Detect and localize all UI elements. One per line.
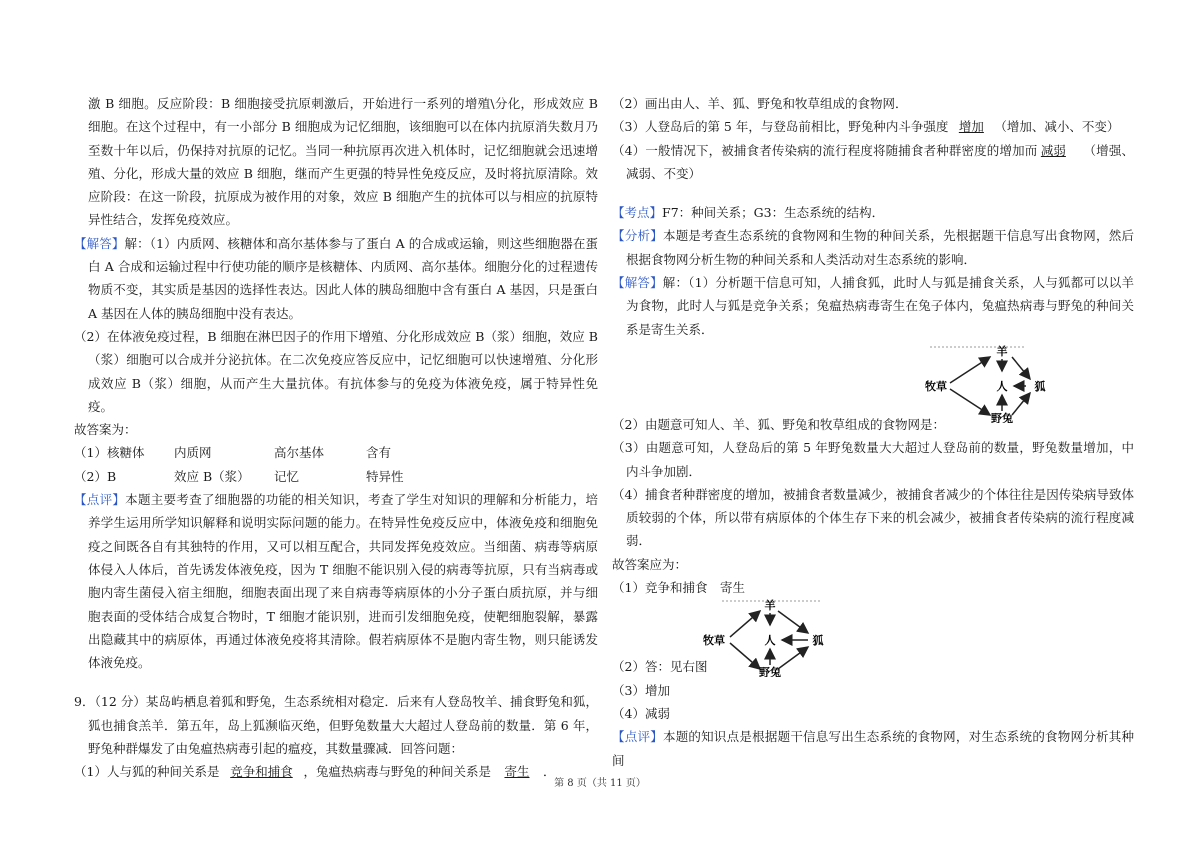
jieda-paragraph-4: （4）捕食者种群密度的增加，被捕食者数量减少，被捕食者减少的个体往往是因传染病导致体质较弱的个体，所以带有病原体的个体生存下来的机会减少，被捕食者传染病的流行程度减弱． [612, 486, 1134, 549]
q9-3-blank: 增加 [958, 119, 984, 135]
node-human: 人 [996, 379, 1008, 393]
q9-1-blank-1: 竞争和捕食 [230, 764, 293, 780]
fenxi-paragraph [612, 224, 1134, 271]
node-sheep: 羊 [764, 599, 776, 613]
q9-3-text-b: （增加、减小、不变） [994, 119, 1120, 135]
comment-paragraph [74, 488, 598, 674]
fenxi-text: 本题是考查生态系统的食物网和生物的种间关系，先根据题干信息写出食物网，然后根据食物网分析生物的种间关系和人类活动对生态系统的影响． [626, 228, 1134, 267]
question-9: 9．（12 分）某岛屿栖息着狐和野兔，生态系统相对稳定．后来有人登岛牧羊、捕食野兔和狐，狐也捕食羔羊．第五年，岛上狐濒临灭绝，但野兔数量大大超过人登岛前的数量．第 6 年，野兔种群爆发了由兔瘟热病毒引起的瘟疫，其数量骤减．回答问题： [74, 694, 598, 757]
answer-row-1-cell: （1）核糖体 [74, 445, 145, 461]
q9-4-text-b: （增强、减弱、不变） [626, 142, 1134, 181]
kaodian-text: F7：种间关系；G3：生态系统的结构． [662, 205, 885, 221]
answer-row-2-cell: 效应 B（浆） [174, 468, 250, 484]
answer-row-2-cell: 记忆 [274, 468, 300, 484]
answer-row-1-cell: 内质网 [174, 445, 212, 461]
answer-row-1-cell: 高尔基体 [274, 445, 325, 461]
node-grass: 牧草 [925, 379, 947, 393]
answer-4: （4）减弱 [612, 705, 670, 721]
page-footer: 第 8 页（共 11 页） [554, 778, 646, 789]
comment-tag: 【点评】 [74, 492, 126, 508]
q9-1-blank-2: 寄生 [504, 764, 530, 780]
answer-2: （2）答：见右图 [612, 659, 708, 675]
dianping-paragraph [612, 725, 1134, 772]
question-9-part-2: （2）画出由人、羊、狐、野兔和牧草组成的食物网． [612, 96, 908, 111]
answer-text-1: 解：（1）内质网、核糖体和高尔基体参与了蛋白 A 的合成或运输，则这些细胞器在蛋白 A 合成和运输过程中行使功能的顺序是核糖体、内质网、高尔基体。细胞分化的过程遗传物质不变，其实质是基因的选择性表达。因此人体的胰岛细胞中含有蛋白 A 基因，只是蛋白 A 基因在人体的胰岛细胞中没有表达。 [88, 235, 598, 321]
dianping-text: 本题的知识点是根据题干信息写出生态系统的食物网，对生态系统的食物网分析其种间 [612, 729, 1134, 768]
answer-row-2-cell: （2）B [74, 468, 117, 484]
intro-paragraph: 激 B 细胞。反应阶段：B 细胞接受抗原刺激后，开始进行一系列的增殖\分化，形成效应 B 细胞。在这个过程中，有一小部分 B 细胞成为记忆细胞，该细胞可以在体内抗原消失数月乃至数十年以后，仍保持对抗原的记忆。当同一种抗原再次进入机体时，记忆细胞就会迅速增殖、分化，形成大量的效应 B 细胞，继而产生更强的特异性免疫反应，及时将抗原清除。效应阶段：在这一阶段，抗原成为被作用的对象，效应 B 细胞产生的抗体可以与相应的抗原特异性结合，发挥免疫效应。 [88, 96, 598, 228]
jieda-paragraph-1 [612, 271, 1134, 341]
answer-row-1-cell: 含有 [366, 445, 392, 461]
jieda-text-1: 解：（1）分析题干信息可知，人捕食狐，此时人与狐是捕食关系，人与狐都可以以羊为食物，此时人与狐是竞争关系；兔瘟热病毒寄生在兔子体内，兔瘟热病毒与野兔的种间关系是寄生关系． [626, 275, 1134, 337]
node-grass: 牧草 [703, 634, 725, 648]
question-9-part-3 [612, 115, 1134, 138]
question-9-part-4 [612, 139, 1134, 186]
answer-row-2-cell: 特异性 [366, 468, 404, 484]
answer-row-1 [74, 441, 598, 464]
comment-text: 本题主要考查了细胞器的功能的相关知识，考查了学生对知识的理解和分析能力，培养学生运用所学知识解释和说明实际问题的能力。在特异性免疫反应中，体液免疫和细胞免疫之间既各自有其独特的作用，又可以相互配合，共同发挥免疫效应。当细菌、病毒等病原体侵入人体后，首先诱发体液免疫，因为 T 细胞不能识别入侵的病毒等抗原，只有当病毒或胞内寄生菌侵入宿主细胞，细胞表面出现了来自病毒等病原体的小分子蛋白质抗原，并与细胞表面的受体结合成复合物时，T 细胞才能识别，进而引发细胞免疫，使靶细胞裂解，暴露出隐藏其中的病原体，再通过体液免疫将其清除。假若病原体不是胞内寄生物，则只能诱发体液免疫。 [88, 492, 598, 671]
answer-tag: 【解答】 [74, 235, 125, 251]
node-sheep: 羊 [996, 344, 1008, 358]
q9-3-text-a: （3）人登岛后的第 5 年，与登岛前相比，野兔种内斗争强度 [612, 119, 949, 135]
right-column [612, 92, 1134, 772]
node-rabbit: 野兔 [759, 666, 781, 678]
so-answer-label-right: 故答案应为： [612, 556, 688, 572]
node-fox: 狐 [812, 634, 824, 648]
jieda-tag: 【解答】 [612, 275, 663, 291]
node-fox: 狐 [1034, 379, 1046, 393]
q9-1-text-c: ． [542, 764, 556, 780]
answer-row-2 [74, 465, 598, 488]
jieda-paragraph-3: （3）由题意可知，人登岛后的第 5 年野兔数量大大超过人登岛前的数量，野兔数量增加，中内斗争加剧． [612, 440, 1134, 479]
node-rabbit: 野兔 [991, 411, 1013, 423]
q9-4-blank: 减弱 [1040, 142, 1066, 158]
kaodian-paragraph [612, 201, 1134, 224]
food-web-diagram-1 [612, 345, 1134, 423]
answer-1: （1）竞争和捕食 寄生 [612, 580, 745, 596]
q9-1-text-b: ，兔瘟热病毒与野兔的种间关系是 [303, 764, 491, 780]
q9-4-text-a: （4）一般情况下，被捕食者传染病的流行程度将随捕食者种群密度的增加而 [612, 142, 1038, 158]
dianping-tag: 【点评】 [612, 729, 663, 745]
node-human: 人 [764, 634, 776, 648]
q9-1-text-a: （1）人与狐的种间关系是 [74, 764, 220, 780]
answer-3: （3）增加 [612, 682, 670, 698]
answer-paragraph-1 [74, 232, 598, 325]
jieda-paragraph-2: （2）由题意可知人、羊、狐、野兔和牧草组成的食物网是： [612, 416, 945, 432]
fenxi-tag: 【分析】 [612, 228, 663, 244]
answer-paragraph-2: （2）在体液免疫过程，B 细胞在淋巴因子的作用下增殖、分化形成效应 B（浆）细胞，效应 B（浆）细胞可以合成并分泌抗体。在二次免疫应答反应中，记忆细胞可以快速增殖、分化形成效应 B（浆）细胞，从而产生大量抗体。有抗体参与的免疫为体液免疫，属于特异性免疫。 [74, 328, 598, 414]
so-answer-label: 故答案为： [74, 422, 137, 438]
kaodian-tag: 【考点】 [612, 205, 663, 221]
left-column [74, 92, 598, 784]
